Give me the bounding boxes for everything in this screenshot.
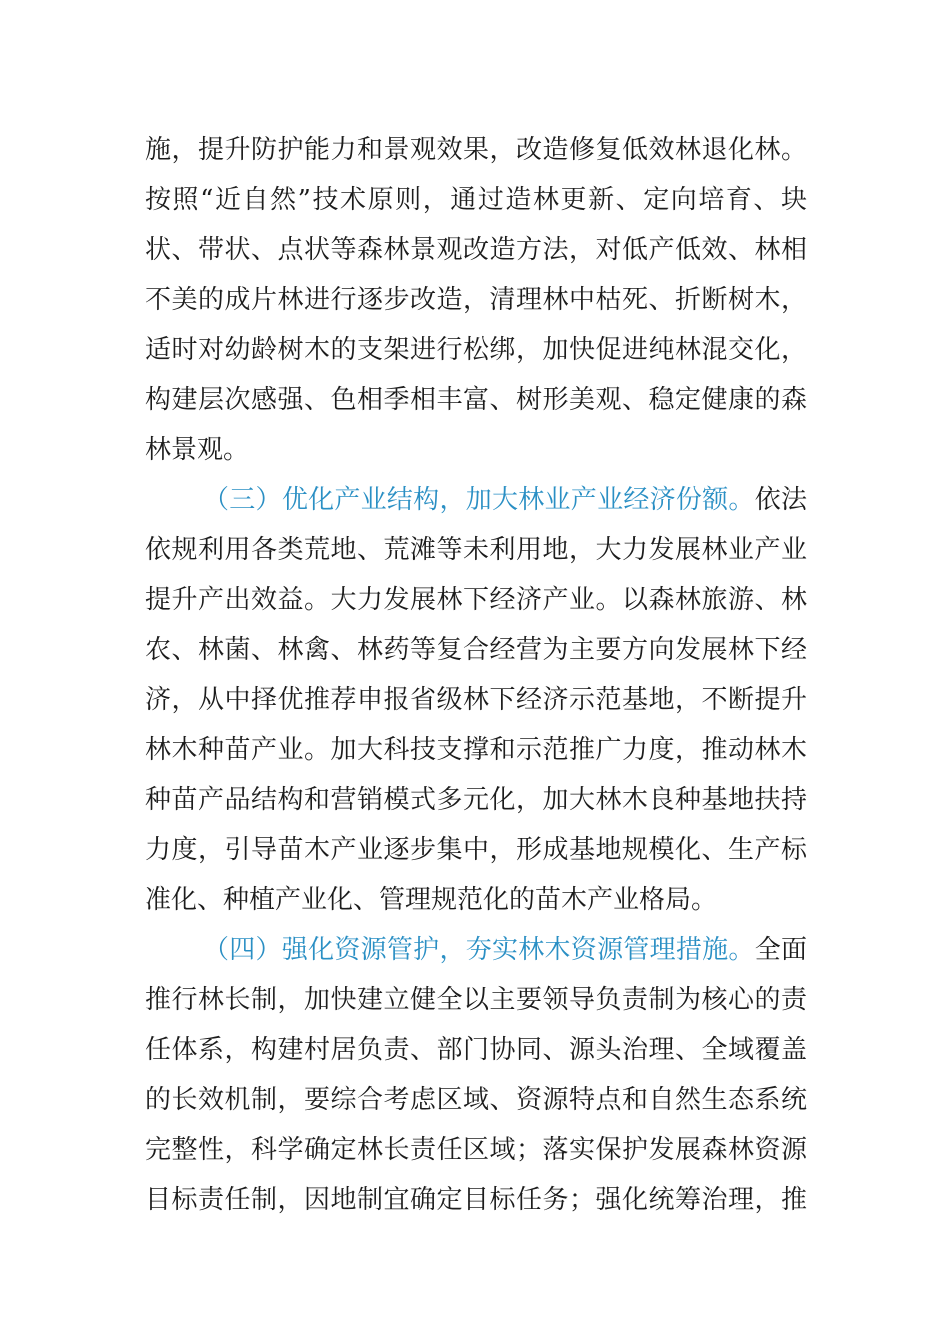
section-3-heading: （三）优化产业结构，加大林业产业经济份额。 [203,485,755,515]
paragraph-line: 不美的成片林进行逐步改造，清理林中枯死、折断树木， [145,285,807,315]
section-4-heading: （四）强化资源管护，夯实林木资源管理措施。 [203,935,755,965]
paragraph-line: 任体系，构建村居负责、部门协同、源头治理、全域覆盖 [145,1035,807,1065]
paragraph-line: 种苗产品结构和营销模式多元化，加大林木良种基地扶持 [145,785,807,815]
paragraph-line: 状、带状、点状等森林景观改造方法，对低产低效、林相 [145,235,807,265]
paragraph-line: 林景观。 [145,435,250,465]
section-3-lead-text: 依法 [754,485,807,515]
paragraph-line: 施，提升防护能力和景观效果，改造修复低效林退化林。 [145,135,807,165]
paragraph-line: 目标责任制，因地制宜确定目标任务；强化统筹治理，推 [145,1185,807,1215]
paragraph-line: 农、林菌、林禽、林药等复合经营为主要方向发展林下经 [145,635,807,665]
paragraph-line: 准化、种植产业化、管理规范化的苗木产业格局。 [145,885,718,915]
paragraph-line: 依规利用各类荒地、荒滩等未利用地，大力发展林业产业 [145,535,807,565]
paragraph-line: 力度，引导苗木产业逐步集中，形成基地规模化、生产标 [145,835,807,865]
paragraph-line: 适时对幼龄树木的支架进行松绑，加快促进纯林混交化， [145,335,807,365]
paragraph-line: 林木种苗产业。加大科技支撑和示范推广力度，推动林木 [145,735,807,765]
section-4-first-line [203,925,807,975]
paragraph-line: 按照“近自然”技术原则，通过造林更新、定向培育、块 [145,185,807,215]
paragraph-line: 济，从中择优推荐申报省级林下经济示范基地，不断提升 [145,685,807,715]
paragraph-line: 推行林长制，加快建立健全以主要领导负责制为核心的责 [145,985,807,1015]
paragraph-line: 的长效机制，要综合考虑区域、资源特点和自然生态系统 [145,1085,807,1115]
section-3-first-line [203,475,807,525]
paragraph-line: 提升产出效益。大力发展林下经济产业。以森林旅游、林 [145,585,807,615]
paragraph-line: 构建层次感强、色相季相丰富、树形美观、稳定健康的森 [145,385,807,415]
section-4-lead-text: 全面 [754,935,807,965]
paragraph-line: 完整性，科学确定林长责任区域；落实保护发展森林资源 [145,1135,807,1165]
